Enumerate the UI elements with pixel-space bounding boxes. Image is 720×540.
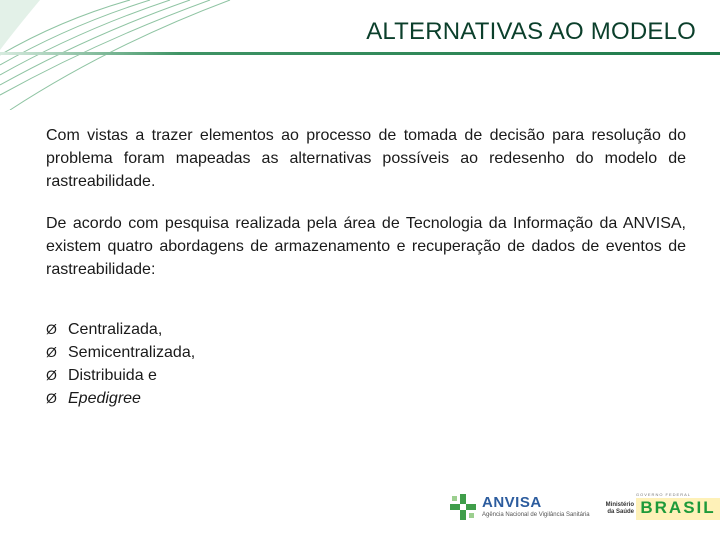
bullet-list <box>46 318 195 410</box>
brasil-tagline: GOVERNO FEDERAL <box>636 492 692 497</box>
corner-swoosh-decoration <box>0 0 240 110</box>
arrow-bullet-icon: Ø <box>46 390 57 406</box>
paragraph-1: Com vistas a trazer elementos ao processo de tomada de decisão para resolução do problema foram mapeadas as alternativas possíveis ao redesenho do modelo de rastreabilidade. <box>46 127 686 190</box>
anvisa-subtitle: Agência Nacional de Vigilância Sanitária <box>482 512 590 518</box>
list-item <box>46 387 195 410</box>
arrow-bullet-icon: Ø <box>46 367 57 383</box>
anvisa-cross-icon <box>450 494 476 520</box>
arrow-bullet-icon: Ø <box>46 344 57 360</box>
slide-title: ALTERNATIVAS AO MODELO <box>366 18 696 45</box>
arrow-bullet-icon: Ø <box>46 321 57 337</box>
list-item <box>46 318 195 341</box>
list-item <box>46 364 195 387</box>
bullet-text: Distribuida e <box>68 367 157 384</box>
bullet-text: Centralizada, <box>68 321 163 338</box>
bullet-text: Semicentralizada, <box>68 344 196 361</box>
paragraph-2: De acordo com pesquisa realizada pela área de Tecnologia da Informação da ANVISA, existem quatro abordagens de armazenamento e recuperação de dados de eventos de rastreabilidade: <box>46 215 686 278</box>
title-underline <box>0 52 720 55</box>
brasil-logo-text: BRASIL <box>640 498 716 517</box>
ministerio-label: Ministério da Saúde <box>605 502 634 515</box>
anvisa-logo-text: ANVISA <box>482 494 542 511</box>
bullet-text: Epedigree <box>68 390 141 407</box>
list-item <box>46 341 195 364</box>
footer-logos <box>450 494 720 524</box>
